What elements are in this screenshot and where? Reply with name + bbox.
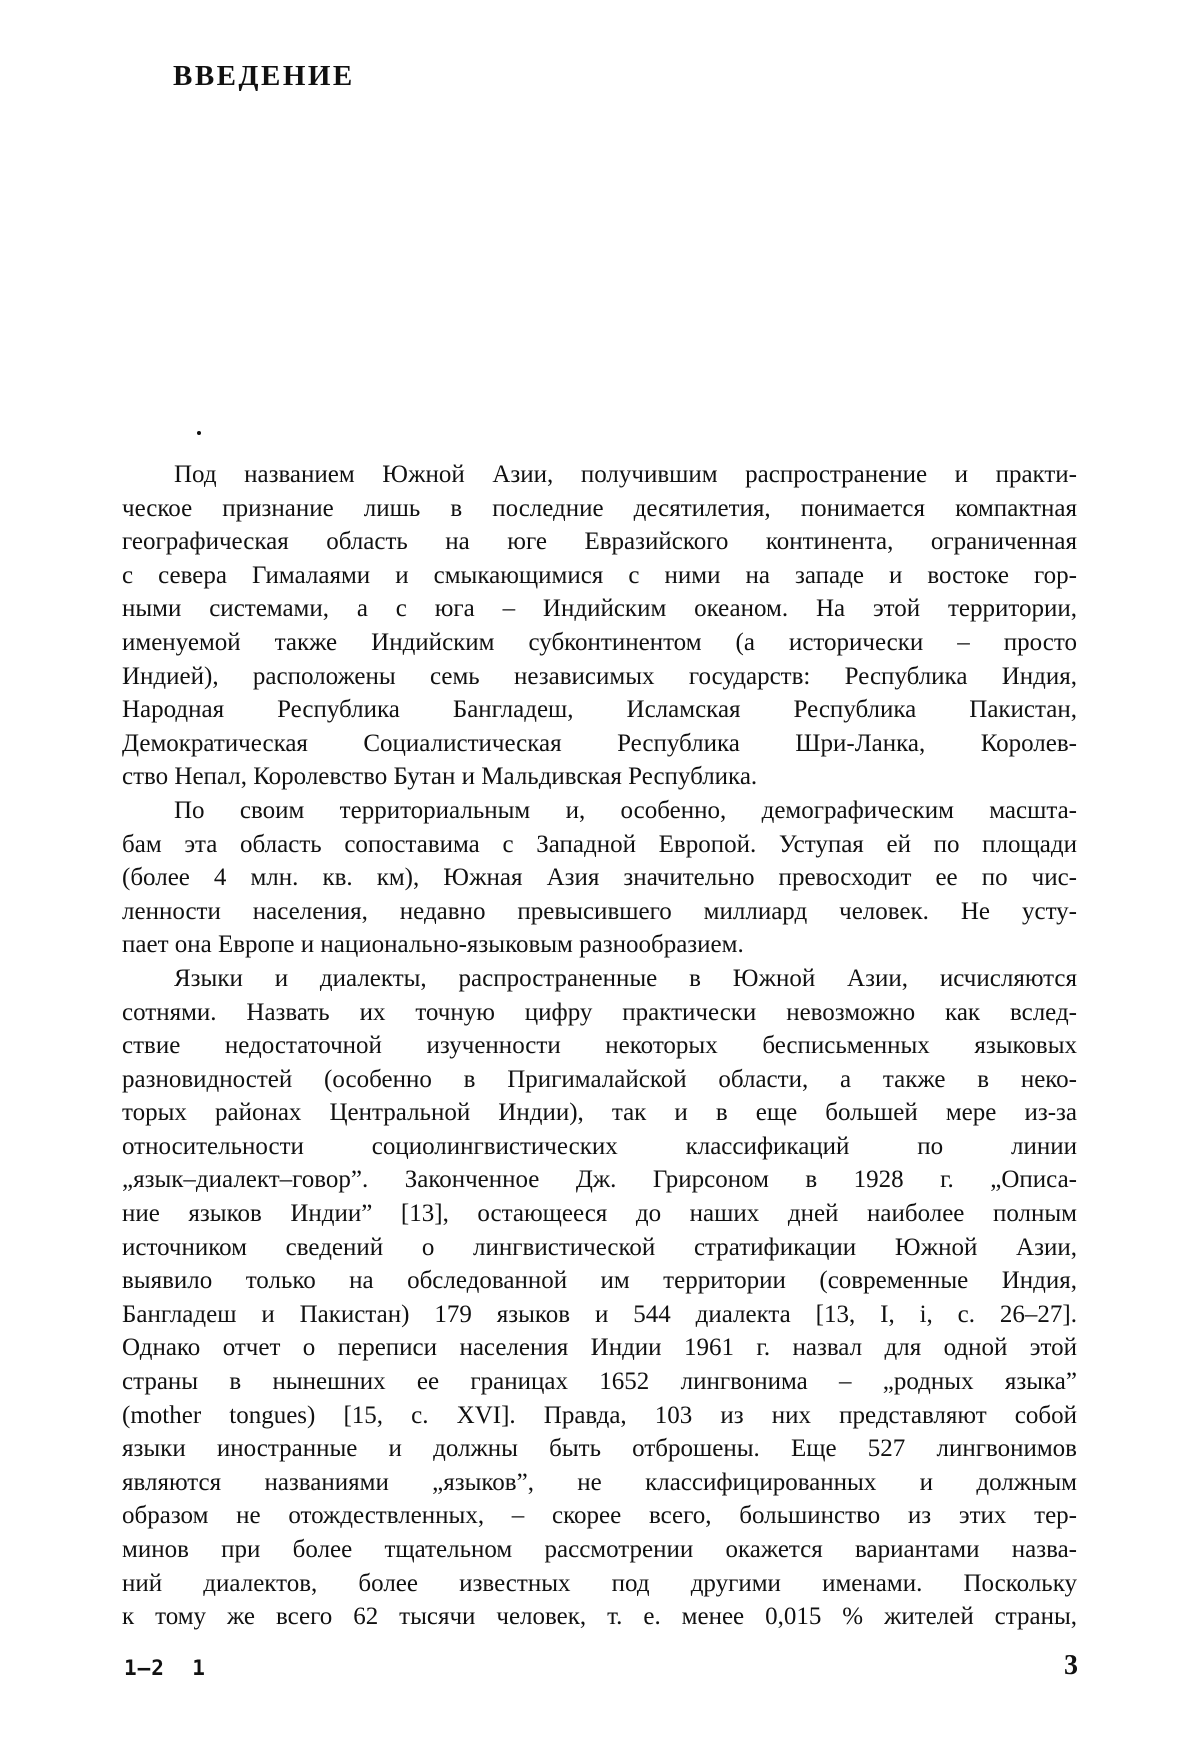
text-line: минов при более тщательном рассмотрении окажется вариантами назва- <box>122 1536 1077 1563</box>
text-line: образом не отождествленных, – скорее всего, большинство из этих тер- <box>122 1502 1077 1530</box>
text-line: выявило только на обследованной им территории (современные Индия, <box>122 1267 1077 1295</box>
stray-dot <box>197 431 201 435</box>
text-line: Народная Республика Бангладеш, Исламская Республика Пакистан, <box>122 696 1077 724</box>
text-line: ческое признание лишь в последние десятилетия, понимается компактная <box>122 494 1077 522</box>
text-line: Под названием Южной Азии, получившим распространение и практи- <box>174 461 1077 488</box>
text-line: Бангладеш и Пакистан) 179 языков и 544 диалекта [13, I, i, с. 26–27]. <box>122 1300 1077 1328</box>
body-text <box>122 458 1077 1634</box>
text-line: являются названиями „языков”, не классифицированных и должным <box>122 1468 1077 1496</box>
text-line: ными системами, а с юга – Индийским океаном. На этой территории, <box>122 595 1077 623</box>
text-line: языки иностранные и должны быть отброшены. Еще 527 лингвонимов <box>122 1435 1077 1463</box>
text-line: торых районах Центральной Индии), так и в еще большей мере из-за <box>122 1099 1077 1127</box>
text-line: ствие недостаточной изученности некоторых бесписьменных языковых <box>122 1032 1077 1060</box>
page-number: 3 <box>1064 1650 1078 1681</box>
text-line: (mother tongues) [15, с. XVI]. Правда, 103 из них представляют собой <box>122 1401 1077 1429</box>
printer-signature: 1–2 1 <box>124 1656 206 1680</box>
text-line: Индией), расположены семь независимых государств: Республика Индия, <box>122 662 1077 690</box>
text-line: „язык–диалект–говор”. Законченное Дж. Грирсоном в 1928 г. „Описа- <box>122 1166 1077 1194</box>
text-line: ленности населения, недавно превысившего миллиард человек. Не усту- <box>122 897 1077 925</box>
text-line: Однако отчет о переписи населения Индии 1961 г. назвал для одной этой <box>122 1334 1077 1362</box>
text-line: ний диалектов, более известных под другими именами. Поскольку <box>122 1569 1077 1597</box>
text-line: ство Непал, Королевство Бутан и Мальдивская Республика. <box>122 763 758 791</box>
text-line: Демократическая Социалистическая Республика Шри-Ланка, Королев- <box>122 729 1077 757</box>
text-line: географическая область на юге Евразийского континента, ограниченная <box>122 528 1077 556</box>
text-line: относительности социолингвистических классификаций по линии <box>122 1132 1077 1160</box>
text-line: По своим территориальным и, особенно, демографическим масшта- <box>174 796 1077 824</box>
text-line: разновидностей (особенно в Пригималайской области, а также в неко- <box>122 1065 1077 1093</box>
text-line: сотнями. Назвать их точную цифру практически невозможно как вслед- <box>122 998 1077 1026</box>
text-line: страны в нынешних ее границах 1652 лингвонима – „родных языка” <box>122 1368 1077 1396</box>
text-line: с севера Гималаями и смыкающимися с ними на западе и востоке гор- <box>122 561 1077 589</box>
text-line: пает она Европе и национально-языковым разнообразием. <box>122 931 744 959</box>
text-line: ние языков Индии” [13], остающееся до наших дней наиболее полным <box>122 1200 1077 1228</box>
text-line: Языки и диалекты, распространенные в Южной Азии, исчисляются <box>174 964 1077 992</box>
text-line: бам эта область сопоставима с Западной Европой. Уступая ей по площади <box>122 830 1077 858</box>
text-line: источником сведений о лингвистической стратификации Южной Азии, <box>122 1233 1077 1261</box>
text-line: (более 4 млн. кв. км), Южная Азия значительно превосходит ее по чис- <box>122 864 1077 892</box>
page-title: ВВЕДЕНИЕ <box>173 60 355 92</box>
text-line: к тому же всего 62 тысячи человек, т. е. менее 0,015 % жителей страны, <box>122 1603 1077 1631</box>
text-line: именуемой также Индийским субконтинентом (а исторически – просто <box>122 628 1077 656</box>
